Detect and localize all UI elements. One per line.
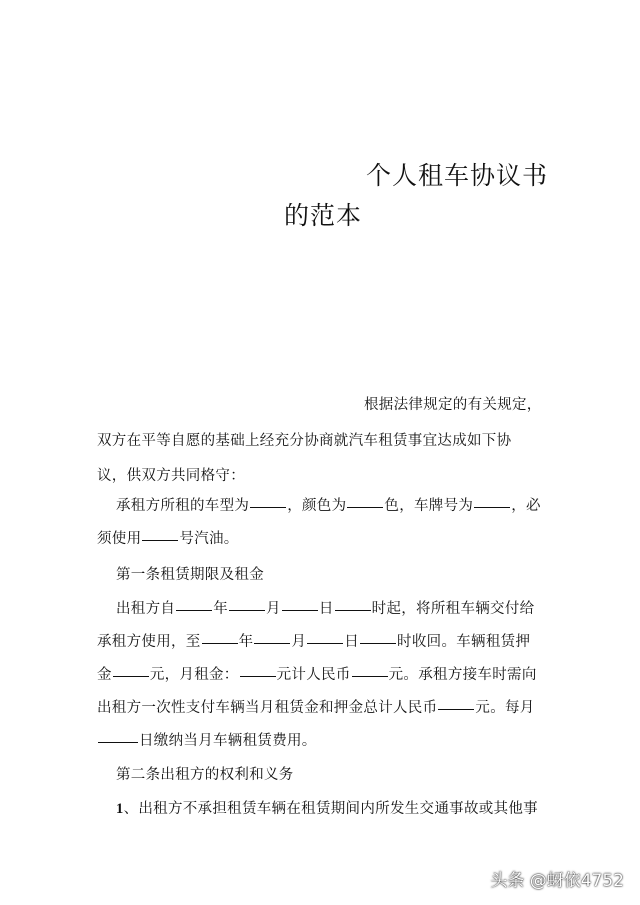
blank-line	[347, 506, 383, 508]
text-segment: 元。承租方接车时需向	[388, 667, 537, 683]
text-segment: 号汽油。	[179, 531, 239, 547]
paragraph-1-line-2: 双方在平等自愿的基础上经充分协商就汽车租赁事宜达成如下协	[97, 433, 512, 449]
watermark-text: 头条 @蚜依4752	[490, 871, 624, 891]
blank-line	[250, 506, 286, 508]
blank-line	[113, 675, 149, 677]
paragraph-3-line-3	[97, 663, 537, 684]
blank-line	[254, 642, 290, 644]
blank-line	[240, 675, 276, 677]
text-segment: 年	[238, 634, 254, 650]
blank-line	[352, 675, 388, 677]
paragraph-1-line-3: 议，供双方共同格守：	[97, 468, 245, 484]
section-1-heading: 第一条租赁期限及租金	[116, 567, 264, 583]
blank-line	[142, 539, 178, 541]
text-segment: 承租方使用，至	[97, 634, 201, 650]
text-segment: 元。每月	[475, 700, 535, 716]
text-segment: 月	[266, 601, 281, 617]
text-segment: 金	[97, 667, 112, 683]
paragraph-2-line-2	[97, 527, 239, 548]
paragraph-4-line-1	[116, 797, 538, 818]
text-segment: 时起，将所租车辆交付给	[371, 601, 535, 617]
blank-line	[176, 609, 212, 611]
document-title-line-1: 个人租车协议书	[366, 161, 549, 190]
text-segment: 日缴纳当月车辆租赁费用。	[139, 733, 317, 749]
paragraph-2-line-1	[116, 494, 541, 515]
text-segment: ，必	[511, 498, 541, 514]
blank-line	[307, 642, 343, 644]
paragraph-3-line-4	[97, 696, 535, 717]
text-segment: 承租方所租的车型为	[116, 498, 250, 514]
blank-line	[202, 642, 238, 644]
text-segment: 元，月租金：	[149, 667, 239, 683]
section-2-heading: 第二条出租方的权利和义务	[116, 767, 294, 783]
text-segment: 须使用	[97, 531, 142, 547]
paragraph-3-line-1	[116, 597, 534, 618]
text-segment: 年	[213, 601, 229, 617]
blank-line	[98, 741, 138, 743]
text-segment: 日	[344, 634, 360, 650]
text-segment: ，颜色为	[287, 498, 347, 514]
text-segment: 日	[318, 601, 334, 617]
text-segment: 月	[291, 634, 307, 650]
paragraph-3-line-5	[97, 729, 317, 750]
blank-line	[335, 609, 371, 611]
blank-line	[229, 609, 265, 611]
text-segment: 时收回。车辆租赁押	[397, 634, 531, 650]
blank-line	[438, 708, 474, 710]
text-segment: 出租方自	[116, 601, 176, 617]
text-segment: 、出租方不承担租赁车辆在租赁期间内所发生交通事故或其他事	[123, 801, 538, 817]
blank-line	[360, 642, 396, 644]
paragraph-3-line-2	[97, 630, 530, 651]
blank-line	[474, 506, 510, 508]
text-segment: 元计人民币	[276, 667, 351, 683]
text-segment: 出租方一次性支付车辆当月租赁金和押金总计人民币	[97, 700, 438, 716]
blank-line	[282, 609, 318, 611]
clause-number: 1	[116, 801, 124, 817]
document-title-line-2: 的范本	[284, 201, 363, 230]
paragraph-1-line-1: 根据法律规定的有关规定，	[364, 397, 542, 413]
text-segment: 色，车牌号为	[384, 498, 474, 514]
